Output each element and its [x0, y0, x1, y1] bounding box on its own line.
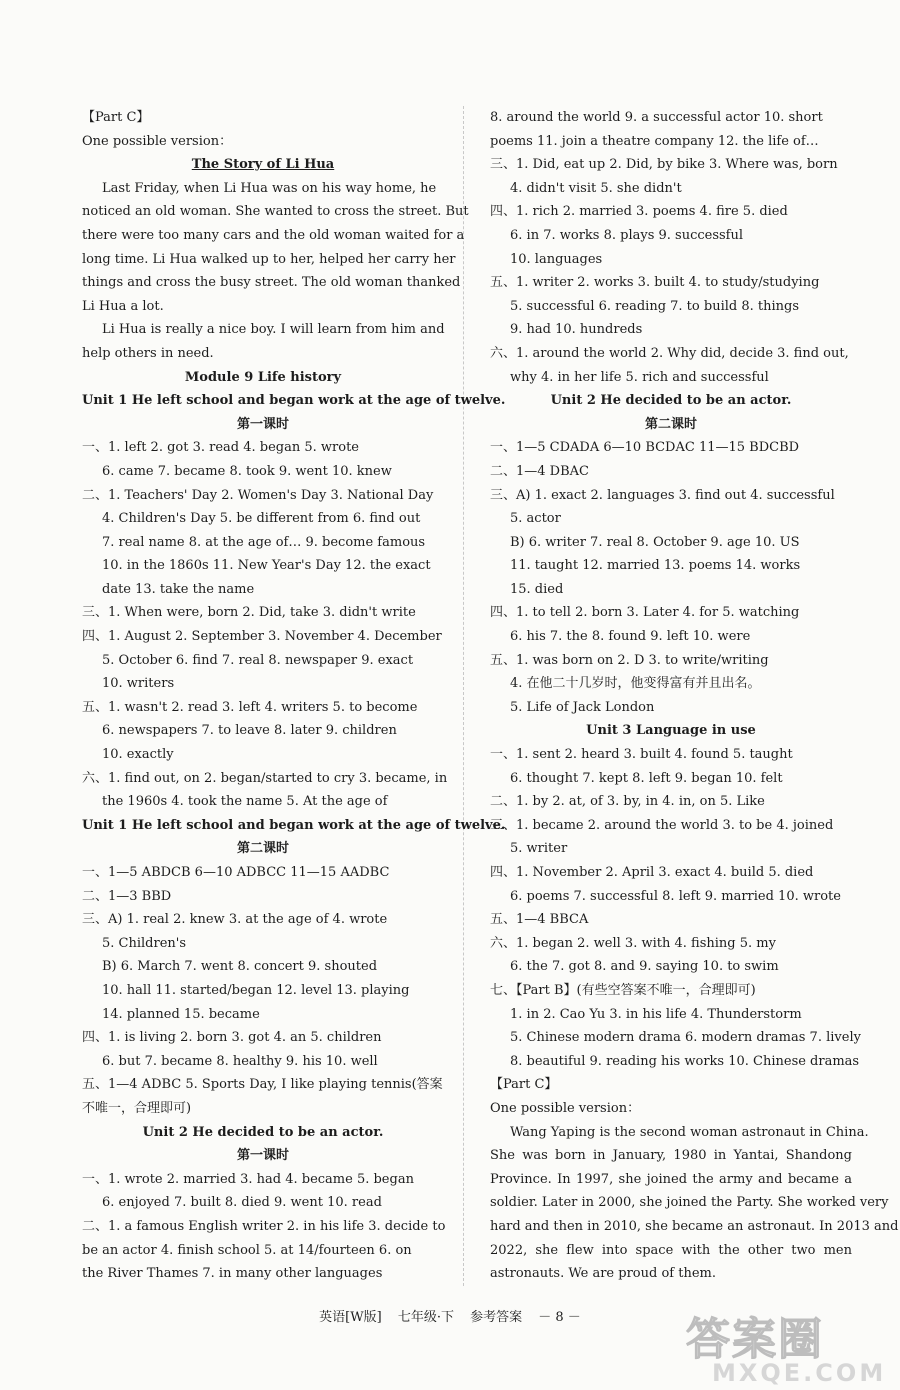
left-text-line: 第一课时 [236, 1148, 289, 1164]
left-text-line: noticed an old woman. She wanted to cross the street. But [82, 204, 469, 220]
right-text-line: Wang Yaping is the second woman astronaut in China. [510, 1124, 869, 1140]
right-text-line: hard and then in 2010, she became an astronaut. In 2013 and [490, 1218, 899, 1234]
right-text-line: 5. writer [510, 841, 568, 857]
watermark-en: MXQE.COM [712, 1359, 887, 1387]
left-text-line: 5. October 6. find 7. real 8. newspaper 9. exact [102, 652, 414, 668]
left-text-line: 二、1. Teachers' Day 2. Women's Day 3. National Day [82, 487, 434, 503]
right-text-line: astronauts. We are proud of them. [490, 1266, 716, 1282]
right-text-line: 四、1. rich 2. married 3. poems 4. fire 5. died [490, 204, 788, 220]
left-text-line: 10. writers [102, 676, 175, 692]
right-text-line: 五、1. writer 2. works 3. built 4. to study/studying [490, 275, 820, 291]
watermark-cn: 答案圈 [686, 1314, 824, 1365]
right-text-line: 七、【Part B】(有些空答案不唯一，合理即可) [490, 982, 756, 998]
footer-grade: 七年级·下 [397, 1310, 454, 1325]
left-text-line: 5. Children's [102, 935, 187, 951]
left-text-line: Unit 1 He left school and began work at the age of twelve. [82, 817, 506, 833]
right-text-line: why 4. in her life 5. rich and successful [510, 369, 769, 385]
right-text-line: 8. around the world 9. a successful actor 10. short [490, 110, 823, 125]
left-text-line: 10. exactly [102, 747, 174, 763]
right-text-line: 9. had 10. hundreds [510, 322, 643, 338]
right-text-line: 【Part C】 [490, 1077, 558, 1093]
left-text-line: 五、1. wasn't 2. read 3. left 4. writers 5. to become [82, 699, 418, 715]
left-text-line: 6. came 7. became 8. took 9. went 10. knew [102, 463, 392, 479]
column-divider [463, 106, 464, 1286]
left-text-line: 不唯一，合理即可) [82, 1100, 192, 1116]
left-text-line: 6. newspapers 7. to leave 8. later 9. children [102, 723, 397, 739]
left-column [82, 106, 506, 1286]
left-text-line: Unit 2 He decided to be an actor. [142, 1124, 384, 1140]
left-text-line: Module 9 Life history [184, 369, 342, 385]
left-text-line: 7. real name 8. at the age of… 9. become famous [102, 534, 426, 550]
left-text-line: 10. hall 11. started/began 12. level 13. playing [102, 982, 410, 998]
right-text-line: 6. in 7. works 8. plays 9. successful [510, 227, 744, 243]
right-text-line: 三、A) 1. exact 2. languages 3. find out 4. successful [490, 487, 835, 503]
right-text-line: 四、1. November 2. April 3. exact 4. build 5. died [490, 865, 814, 880]
right-text-line: Unit 2 He decided to be an actor. [550, 393, 792, 409]
right-text-line: One possible version： [490, 1100, 641, 1116]
right-text-line: 一、1. sent 2. heard 3. built 4. found 5. taught [490, 747, 793, 763]
right-text-line: 二、1. by 2. at, of 3. by, in 4. in, on 5. Like [490, 794, 765, 810]
right-text-line: 五、1. was born on 2. D 3. to write/writing [490, 652, 769, 668]
left-text-line: 一、1. wrote 2. married 3. had 4. became 5. began [82, 1171, 414, 1187]
right-text-line: 5. Chinese modern drama 6. modern dramas 7. lively [510, 1030, 861, 1046]
right-text-line: 一、1—5 CDADA 6—10 BCDAC 11—15 BDCBD [490, 440, 800, 456]
left-text-line: 第一课时 [236, 416, 289, 432]
right-text-line: 8. beautiful 9. reading his works 10. Chinese dramas [510, 1053, 860, 1069]
left-text-line: Unit 1 He left school and began work at the age of twelve. [82, 393, 506, 409]
right-text-line: 5. actor [510, 511, 561, 527]
left-text-line: 五、1—4 ADBC 5. Sports Day, I like playing tennis(答案 [82, 1077, 443, 1093]
right-text-line: 2022, she flew into space with the other two men [490, 1242, 852, 1258]
right-text-line: Province. In 1997, she joined the army and became a [490, 1171, 852, 1187]
right-text-line: 6. thought 7. kept 8. left 9. began 10. felt [510, 770, 783, 786]
left-text-line: 一、1. left 2. got 3. read 4. began 5. wrote [82, 440, 359, 456]
left-text-line: date 13. take the name [102, 581, 255, 597]
right-text-line: 10. languages [510, 251, 603, 267]
right-text-line: 15. died [510, 581, 564, 597]
right-text-line: Unit 3 Language in use [586, 723, 756, 739]
left-text-line: 二、1—3 BBD [82, 888, 172, 904]
left-text-line: Li Hua is really a nice boy. I will learn from him and [102, 322, 445, 338]
left-text-line: 六、1. find out, on 2. began/started to cry 3. became, in [82, 770, 448, 786]
right-text-line: poems 11. join a theatre company 12. the life of… [490, 133, 819, 149]
left-text-line: B) 6. March 7. went 8. concert 9. shouted [102, 959, 378, 975]
right-text-line: 6. poems 7. successful 8. left 9. married 10. wrote [510, 888, 841, 904]
left-text-line: be an actor 4. finish school 5. at 14/fourteen 6. on [82, 1242, 412, 1258]
left-text-line: 14. planned 15. became [102, 1006, 260, 1022]
left-text-line: help others in need. [82, 345, 214, 361]
footer-subject: 英语[W版] [319, 1310, 382, 1325]
left-text-line: 一、1—5 ABDCB 6—10 ADBCC 11—15 AADBC [82, 865, 390, 880]
right-text-line: 4. 在他二十几岁时，他变得富有并且出名。 [510, 676, 761, 692]
left-text-line: 【Part C】 [82, 110, 150, 125]
left-text-line: Last Friday, when Li Hua was on his way home, he [102, 180, 437, 196]
left-text-line: One possible version： [82, 133, 233, 149]
left-text-line: 6. but 7. became 8. healthy 9. his 10. well [102, 1053, 378, 1069]
right-text-line: 5. Life of Jack London [510, 699, 655, 715]
right-text-line: 4. didn't visit 5. she didn't [510, 180, 682, 196]
right-text-line: 11. taught 12. married 13. poems 14. works [510, 558, 801, 574]
right-text-line: soldier. Later in 2000, she joined the Party. She worked very [490, 1195, 889, 1211]
left-text-line: 6. enjoyed 7. built 8. died 9. went 10. read [102, 1195, 382, 1211]
right-text-line: 三、1. Did, eat up 2. Did, by bike 3. Where was, born [490, 157, 838, 173]
right-text-line: B) 6. writer 7. real 8. October 9. age 10. US [510, 534, 800, 550]
right-text-line: 六、1. around the world 2. Why did, decide 3. find out, [490, 345, 849, 361]
left-text-line: the 1960s 4. took the name 5. At the age of [102, 794, 388, 810]
left-text-line: 10. in the 1860s 11. New Year's Day 12. the exact [102, 558, 431, 574]
right-text-line: 四、1. to tell 2. born 3. Later 4. for 5. watching [490, 605, 800, 621]
left-text-line: 二、1. a famous English writer 2. in his life 3. decide to [82, 1218, 446, 1234]
left-text-line: 四、1. is living 2. born 3. got 4. an 5. children [82, 1030, 382, 1046]
left-text-line: long time. Li Hua walked up to her, helped her carry her [82, 251, 456, 267]
right-text-line: 6. his 7. the 8. found 9. left 10. were [510, 629, 751, 645]
footer-page-number: － 8 － [538, 1310, 581, 1325]
right-text-line: She was born in January, 1980 in Yantai, Shandong [490, 1148, 852, 1164]
right-text-line: 二、1—4 DBAC [490, 463, 589, 479]
footer-label: 参考答案 [470, 1310, 523, 1325]
left-text-line: 4. Children's Day 5. be different from 6. find out [102, 511, 421, 527]
left-text-line: there were too many cars and the old woman waited for a [82, 227, 465, 243]
left-text-line: 三、A) 1. real 2. knew 3. at the age of 4. wrote [82, 912, 388, 928]
watermark-logo [686, 1314, 887, 1387]
left-text-line: The Story of Li Hua [191, 157, 335, 173]
left-text-line: things and cross the busy street. The old woman thanked [82, 275, 461, 291]
left-text-line: 四、1. August 2. September 3. November 4. December [82, 629, 442, 645]
left-text-line: 三、1. When were, born 2. Did, take 3. didn't write [82, 605, 416, 621]
right-text-line: 六、1. began 2. well 3. with 4. fishing 5. my [490, 935, 776, 951]
left-text-line: Li Hua a lot. [82, 298, 164, 314]
right-text-line: 5. successful 6. reading 7. to build 8. things [510, 298, 799, 314]
left-text-line: the River Thames 7. in many other languages [82, 1266, 383, 1282]
left-text-line: 第二课时 [236, 841, 289, 857]
right-column [490, 106, 899, 1286]
right-text-line: 三、1. became 2. around the world 3. to be 4. joined [490, 817, 834, 833]
right-text-line: 1. in 2. Cao Yu 3. in his life 4. Thunderstorm [510, 1006, 802, 1022]
right-text-line: 第二课时 [644, 416, 697, 432]
right-text-line: 五、1—4 BBCA [490, 912, 589, 928]
right-text-line: 6. the 7. got 8. and 9. saying 10. to swim [510, 959, 779, 975]
